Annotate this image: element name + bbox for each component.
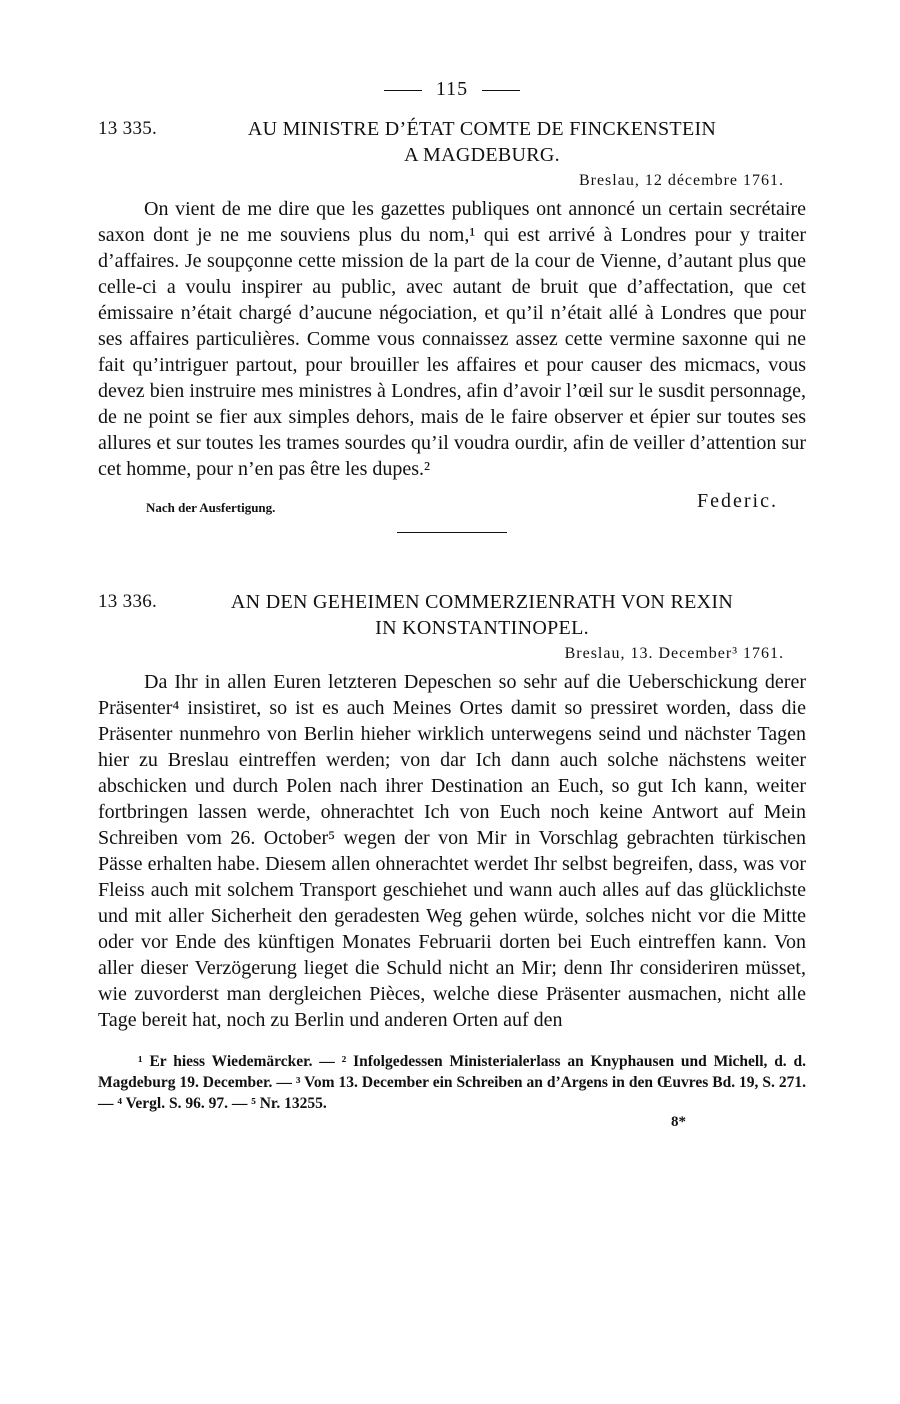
letter-title-line2: A MAGDEBURG.: [404, 144, 560, 166]
letter-title: [98, 116, 806, 168]
page-header: [98, 78, 806, 116]
letter-13335: [98, 116, 806, 533]
letter-number: 13 335.: [98, 118, 158, 139]
letter-heading: [98, 589, 806, 641]
signature: Federic.: [697, 490, 778, 512]
footnote-text: ¹ Er hiess Wiedemärcker. — ² Infolgedessen Ministerialerlass an Knyphausen und Michell, d. d. Magdeburg 19. December. — ³ Vom 13. December ein Schreiben an d’Argens in den Œuvres Bd. 19, S. 271. — ⁴ Vergl. S. 96. 97. — ⁵ Nr. 13255.: [98, 1053, 806, 1112]
letter-title: [98, 589, 806, 641]
header-dash-left: [384, 90, 422, 91]
page: [98, 78, 806, 1131]
source-note: Nach der Ausfertigung.: [146, 500, 276, 515]
dateline: Breslau, 12 décembre 1761.: [578, 172, 784, 189]
header-dash-right: [482, 90, 520, 91]
page-number: 115: [435, 78, 469, 100]
letter-13336: [98, 589, 806, 1033]
letter-separator: [397, 532, 507, 533]
letter-number: 13 336.: [98, 591, 158, 612]
footnotes: [98, 1051, 806, 1114]
letter-body: Da Ihr in allen Euren letzteren Depeschen so sehr auf die Ueberschickung derer Präsenter⁴ insistiret, so ist es auch Meines Ortes damit so pressiret worden, dass die Präsenter nunmehro von Berlin hieher wirklich unterwegens seind und nächster Tagen hier zu Breslau eintreffen werden; von dar Ich dann auch solche nächstens weiter abschicken und durch Polen nach ihrer Destination an Euch, so gut Ich kann, weiter fortbringen lassen werde, ohnerachtet Ich von Euch noch keine Antwort auf Mein Schreiben vom 26. October⁵ wegen der von Mir in Vorschlag gebrachten türkischen Pässe erhalten habe. Diesem allen ohnerachtet werdet Ihr selbst begreifen, dass, was vor Fleiss auch mit solchem Transport geschiehet und wann auch alles auf das glücklichste und mit aller Sicherheit den geradesten Weg gehen würde, solches nicht vor die Mitte oder vor Ende des künftigen Monates Februarii dorten bei Euch eintreffen kann. Von aller dieser Verzögerung lieget die Schuld nicht an Mir; denn Ihr consideriren müsset, wie zuvorderst man dergleichen Pièces, welche diese Präsenter ausmachen, nicht alle Tage bereit hat, noch zu Berlin und anderen Orten auf den: [98, 671, 806, 1031]
dateline: Breslau, 13. December³ 1761.: [564, 645, 784, 662]
letter-title-line1: AN DEN GEHEIMEN COMMERZIENRATH VON REXIN: [230, 591, 734, 613]
letter-body: On vient de me dire que les gazettes publiques ont annoncé un certain secrétaire saxon dont je ne me souviens plus du nom,¹ qui est arrivé à Londres pour y traiter d’affaires. Je soupçonne cette mission de la part de la cour de Vienne, d’autant plus que celle-ci a voulu inspirer au public, avec autant de bruit que d’affectation, que cet émissaire n’était chargé d’aucune négociation, et qu’il n’était allé à Londres que pour ses affaires particulières. Comme vous connaissez assez cette vermine saxonne qui ne fait qu’intriguer partout, pour brouiller les affaires et pour causer des micmacs, vous devez bien instruire mes ministres à Londres, afin d’avoir l’œil sur le susdit personnage, de ne point se fier aux simples dehors, mais de le faire observer et épier sur toutes ses allures et sur toutes les trames sourdes qu’il voudra ourdir, afin de veiller d’attention sur cet homme, pour n’en pas être les dupes.²: [98, 198, 806, 480]
letter-heading: [98, 116, 806, 168]
signature-mark: 8*: [671, 1114, 686, 1130]
signature-row: [98, 490, 806, 524]
letter-title-line2: IN KONSTANTINOPEL.: [375, 617, 589, 639]
letter-title-line1: AU MINISTRE D’ÉTAT COMTE DE FINCKENSTEIN: [247, 118, 717, 140]
